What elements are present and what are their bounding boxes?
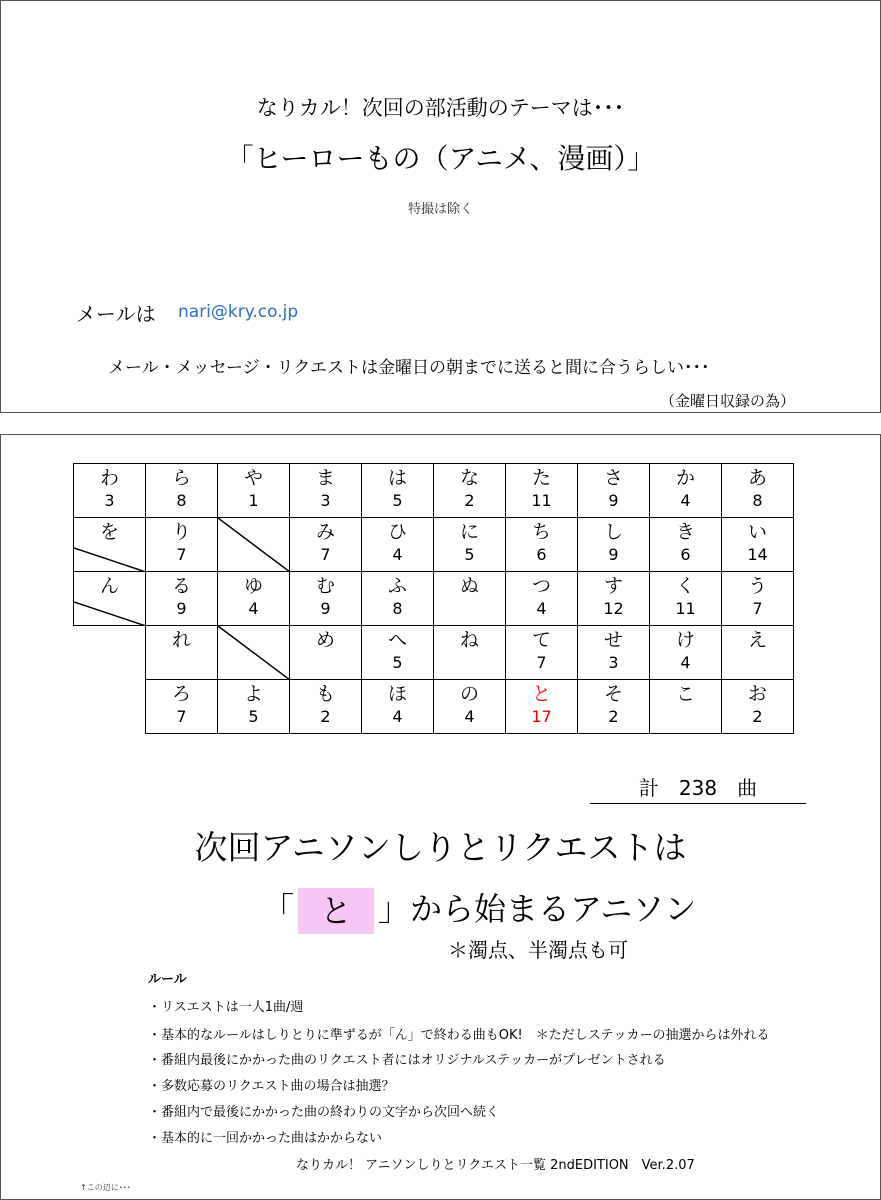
kana-cell	[74, 572, 146, 626]
kana-cell	[218, 464, 290, 518]
deadline-text: メール・メッセージ・リクエストは金曜日の朝までに送ると間に合うらしい･･･	[108, 358, 710, 378]
next-request-rest: 」から始まるアニソン	[378, 890, 697, 928]
kana-letter: む	[315, 575, 335, 597]
rule-item: ・基本的に一回かかった曲はかからない	[148, 1131, 383, 1146]
rule-item: ・基本的なルールはしりとりに準ずるが「ん」で終わる曲もOK! ＊ただしステッカーの抽選からは外れる	[148, 1028, 770, 1043]
mail-label: メールは	[76, 302, 156, 326]
kana-cell	[722, 572, 794, 626]
open-quote: 「	[262, 890, 295, 928]
next-request-title: 次回アニソンしりとリクエストは	[194, 828, 687, 867]
kana-letter: す	[603, 575, 623, 597]
kana-letter: か	[675, 467, 695, 489]
kana-letter: る	[171, 575, 191, 597]
kana-letter: ろ	[171, 683, 191, 705]
kana-cell	[146, 518, 218, 572]
kana-count: 7	[320, 545, 331, 564]
footer-edition: なりカル！ アニソンしりとリクエスト一覧 2ndEDITION Ver.2.07	[296, 1158, 695, 1173]
kana-cell	[506, 626, 578, 680]
kana-count: 4	[536, 599, 547, 618]
kana-cell	[578, 518, 650, 572]
next-letter: と	[298, 888, 374, 934]
kana-count: 2	[320, 707, 331, 726]
rule-item: ・番組内で最後にかかった曲の終わりの文字から次回へ続く	[148, 1105, 500, 1120]
kana-letter: つ	[531, 575, 551, 597]
rules-title: ルール	[148, 972, 187, 987]
kana-count: 14	[747, 545, 768, 564]
kana-letter: さ	[603, 467, 623, 489]
kana-letter: え	[747, 629, 767, 651]
kana-count: 8	[752, 491, 763, 510]
kana-count: 2	[464, 491, 475, 510]
kana-count	[722, 655, 793, 671]
kana-cell	[362, 518, 434, 572]
kana-letter: わ	[99, 467, 119, 489]
kana-letter: ほ	[387, 683, 407, 705]
kana-letter: の	[459, 683, 479, 705]
kana-cell	[290, 680, 362, 734]
kana-count: 12	[603, 599, 624, 618]
kana-cell	[434, 518, 506, 572]
kana-count: 8	[392, 599, 403, 618]
rule-item: ・リスエストは一人1曲/週	[148, 1000, 304, 1015]
kana-letter: も	[315, 683, 335, 705]
kana-cell	[650, 626, 722, 680]
kana-count	[290, 655, 361, 671]
kana-cell	[362, 626, 434, 680]
table-row	[74, 464, 794, 518]
deadline-note: （金曜日収録の為）	[660, 392, 796, 410]
kana-cell	[650, 572, 722, 626]
kana-letter: を	[99, 521, 119, 543]
kana-cell	[650, 680, 722, 734]
kana-count: 4	[464, 707, 475, 726]
kana-letter: や	[243, 467, 263, 489]
voiced-note: ＊濁点、半濁点も可	[448, 938, 628, 962]
kana-letter: ま	[315, 467, 335, 489]
diagonal-line-icon	[74, 572, 146, 626]
kana-letter: よ	[243, 683, 263, 705]
kana-count	[434, 601, 505, 617]
kana-cell	[290, 518, 362, 572]
kana-letter: う	[747, 575, 767, 597]
kana-count: 1	[248, 491, 259, 510]
kana-cell	[146, 572, 218, 626]
kana-cell	[146, 680, 218, 734]
theme-intro: なりカル！次回の部活動のテーマは･･･	[256, 96, 625, 120]
next-request-line	[262, 884, 696, 934]
kana-cell	[362, 464, 434, 518]
kana-count: 2	[752, 707, 763, 726]
kana-cell	[722, 518, 794, 572]
kana-letter: み	[315, 521, 335, 543]
kana-letter: れ	[171, 629, 191, 651]
kana-letter: て	[531, 629, 551, 651]
kana-count	[650, 709, 721, 725]
kana-count: 7	[176, 707, 187, 726]
kana-cell	[218, 680, 290, 734]
kana-count	[434, 655, 505, 671]
kana-letter: き	[675, 521, 695, 543]
kana-letter: ふ	[387, 575, 407, 597]
rule-item: ・番組内最後にかかった曲のリクエスト者にはオリジナルステッカーがプレゼントされる	[148, 1053, 666, 1068]
kana-count: 17	[531, 707, 552, 726]
kana-count: 7	[176, 545, 187, 564]
kana-count: 9	[320, 599, 331, 618]
kana-cell	[506, 572, 578, 626]
kana-count	[146, 655, 217, 671]
kana-count: 5	[464, 545, 475, 564]
mail-address-link[interactable]: nari@kry.co.jp	[178, 302, 299, 322]
kana-count: 2	[608, 707, 619, 726]
kana-letter: し	[603, 521, 623, 543]
kana-count: 6	[536, 545, 547, 564]
kana-cell	[218, 626, 290, 680]
small-note: ↑この辺に･･･	[80, 1183, 131, 1192]
kana-count: 9	[176, 599, 187, 618]
kana-cell	[218, 518, 290, 572]
kana-count: 8	[176, 491, 187, 510]
kana-letter: な	[459, 467, 479, 489]
theme-note: 特撮は除く	[407, 202, 473, 217]
kana-cell	[722, 680, 794, 734]
table-row	[74, 572, 794, 626]
diagonal-line-icon	[218, 626, 290, 680]
kana-letter: ん	[99, 575, 119, 597]
kana-count: 11	[675, 599, 696, 618]
kana-cell	[650, 464, 722, 518]
kana-letter: た	[531, 467, 551, 489]
kana-cell	[434, 464, 506, 518]
kana-count: 7	[752, 599, 763, 618]
kana-cell	[506, 680, 578, 734]
kana-cell	[434, 572, 506, 626]
kana-cell	[578, 572, 650, 626]
kana-count: 9	[608, 491, 619, 510]
kana-letter: ね	[459, 629, 479, 651]
kana-letter: ゆ	[243, 575, 263, 597]
kana-count-table	[73, 463, 794, 734]
kana-letter: り	[171, 521, 191, 543]
kana-count: 6	[680, 545, 691, 564]
kana-letter: く	[675, 575, 695, 597]
total-count: 計 238 曲	[590, 772, 806, 804]
kana-cell	[74, 464, 146, 518]
kana-letter: そ	[603, 683, 623, 705]
kana-count: 4	[392, 545, 403, 564]
kana-letter: お	[747, 683, 767, 705]
kana-count: 9	[608, 545, 619, 564]
kana-cell	[506, 518, 578, 572]
kana-count: 5	[392, 491, 403, 510]
kana-cell	[578, 626, 650, 680]
kana-letter: は	[387, 467, 407, 489]
kana-cell	[146, 626, 218, 680]
kana-count: 4	[248, 599, 259, 618]
kana-cell	[578, 464, 650, 518]
kana-cell	[218, 572, 290, 626]
table-row	[74, 626, 794, 680]
kana-cell	[434, 626, 506, 680]
diagonal-line-icon	[74, 518, 146, 572]
theme-title: 「ヒーローもの（アニメ、漫画）」	[225, 142, 656, 175]
kana-letter: め	[315, 629, 335, 651]
table-row	[74, 518, 794, 572]
kana-letter: せ	[603, 629, 623, 651]
kana-cell	[506, 464, 578, 518]
kana-cell	[290, 572, 362, 626]
kana-cell	[74, 680, 146, 734]
diagonal-line-icon	[218, 518, 290, 572]
kana-letter: と	[531, 683, 551, 705]
kana-cell	[74, 518, 146, 572]
kana-cell	[290, 626, 362, 680]
table-row	[74, 680, 794, 734]
kana-cell	[362, 680, 434, 734]
kana-cell	[578, 680, 650, 734]
kana-cell	[146, 464, 218, 518]
kana-letter: ひ	[387, 521, 407, 543]
kana-count: 3	[104, 491, 115, 510]
kana-count: 4	[680, 653, 691, 672]
kana-cell	[722, 626, 794, 680]
kana-cell	[722, 464, 794, 518]
kana-cell	[74, 626, 146, 680]
kana-letter: ぬ	[459, 575, 479, 597]
kana-letter: に	[459, 521, 479, 543]
kana-cell	[650, 518, 722, 572]
kana-cell	[434, 680, 506, 734]
kana-cell	[290, 464, 362, 518]
kana-letter: け	[675, 629, 695, 651]
kana-count: 4	[392, 707, 403, 726]
kana-count: 7	[536, 653, 547, 672]
kana-letter: こ	[675, 683, 695, 705]
kana-count: 5	[248, 707, 259, 726]
kana-count: 3	[608, 653, 619, 672]
kana-cell	[362, 572, 434, 626]
kana-letter: い	[747, 521, 767, 543]
kana-count: 5	[392, 653, 403, 672]
kana-letter: ら	[171, 467, 191, 489]
kana-count: 11	[531, 491, 552, 510]
kana-letter: へ	[387, 629, 407, 651]
rule-item: ・多数応募のリクエスト曲の場合は抽選？	[148, 1079, 395, 1094]
kana-count: 4	[680, 491, 691, 510]
kana-count: 3	[320, 491, 331, 510]
kana-letter: あ	[747, 467, 767, 489]
kana-letter: ち	[531, 521, 551, 543]
